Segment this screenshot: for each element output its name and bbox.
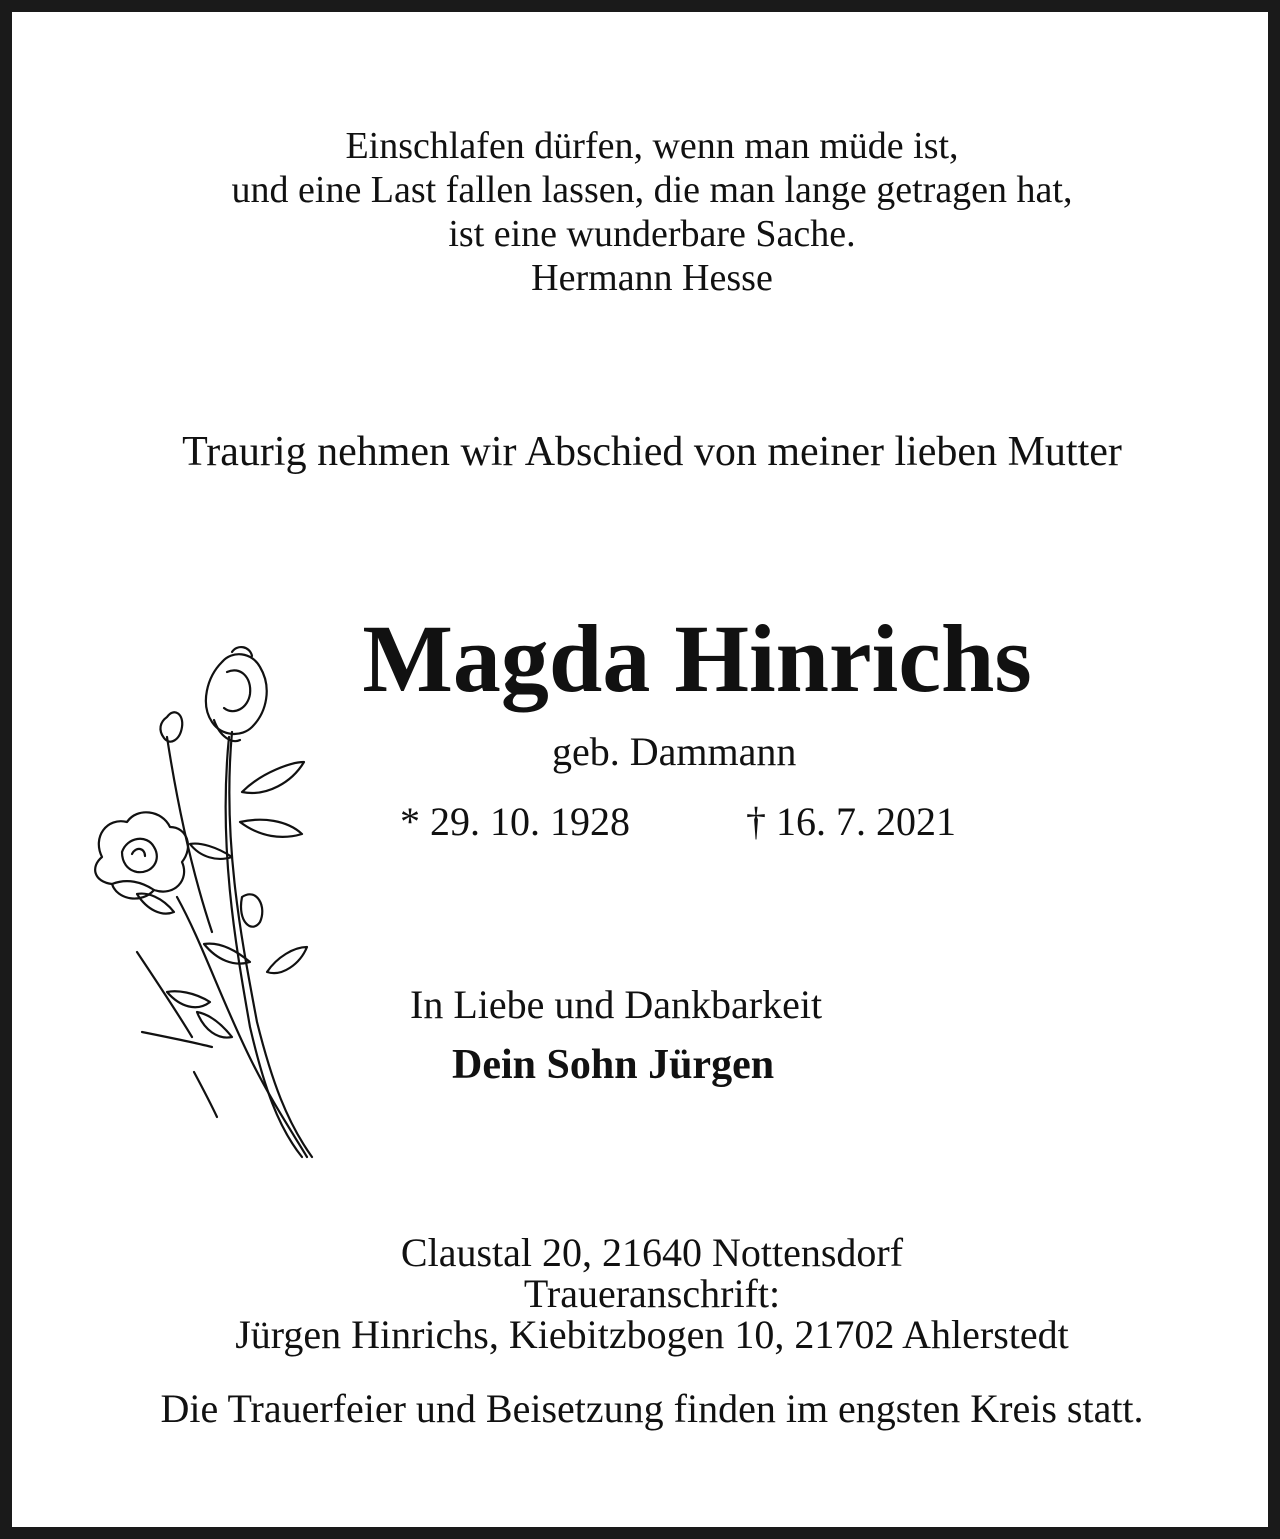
- rose-illustration-icon: [82, 642, 322, 1162]
- deceased-name: Magda Hinrichs: [362, 605, 1032, 712]
- address-label: Traueranschrift:: [523, 1271, 781, 1316]
- quote-line: ist eine wunderbare Sache.: [448, 213, 856, 255]
- maiden-name: geb. Dammann: [552, 729, 797, 774]
- death-date: † 16. 7. 2021: [746, 799, 956, 844]
- birth-date: * 29. 10. 1928: [400, 799, 630, 844]
- ceremony-note: Die Trauerfeier und Beisetzung finden im engsten Kreis statt.: [160, 1386, 1144, 1431]
- quote-author: Hermann Hesse: [531, 257, 773, 299]
- farewell-line: In Liebe und Dankbarkeit: [410, 982, 823, 1027]
- quote-line: und eine Last fallen lassen, die man lange getragen hat,: [231, 169, 1073, 211]
- quote-line: Einschlafen dürfen, wenn man müde ist,: [345, 125, 959, 167]
- address-block: [12, 1232, 1280, 1355]
- intro-text: Traurig nehmen wir Abschied von meiner lieben Mutter: [182, 429, 1122, 475]
- address-line: Claustal 20, 21640 Nottensdorf: [400, 1230, 904, 1275]
- mourning-address: Jürgen Hinrichs, Kiebitzbogen 10, 21702 Ahlerstedt: [235, 1312, 1069, 1357]
- quote-block: [12, 124, 1280, 300]
- signature: Dein Sohn Jürgen: [452, 1042, 775, 1088]
